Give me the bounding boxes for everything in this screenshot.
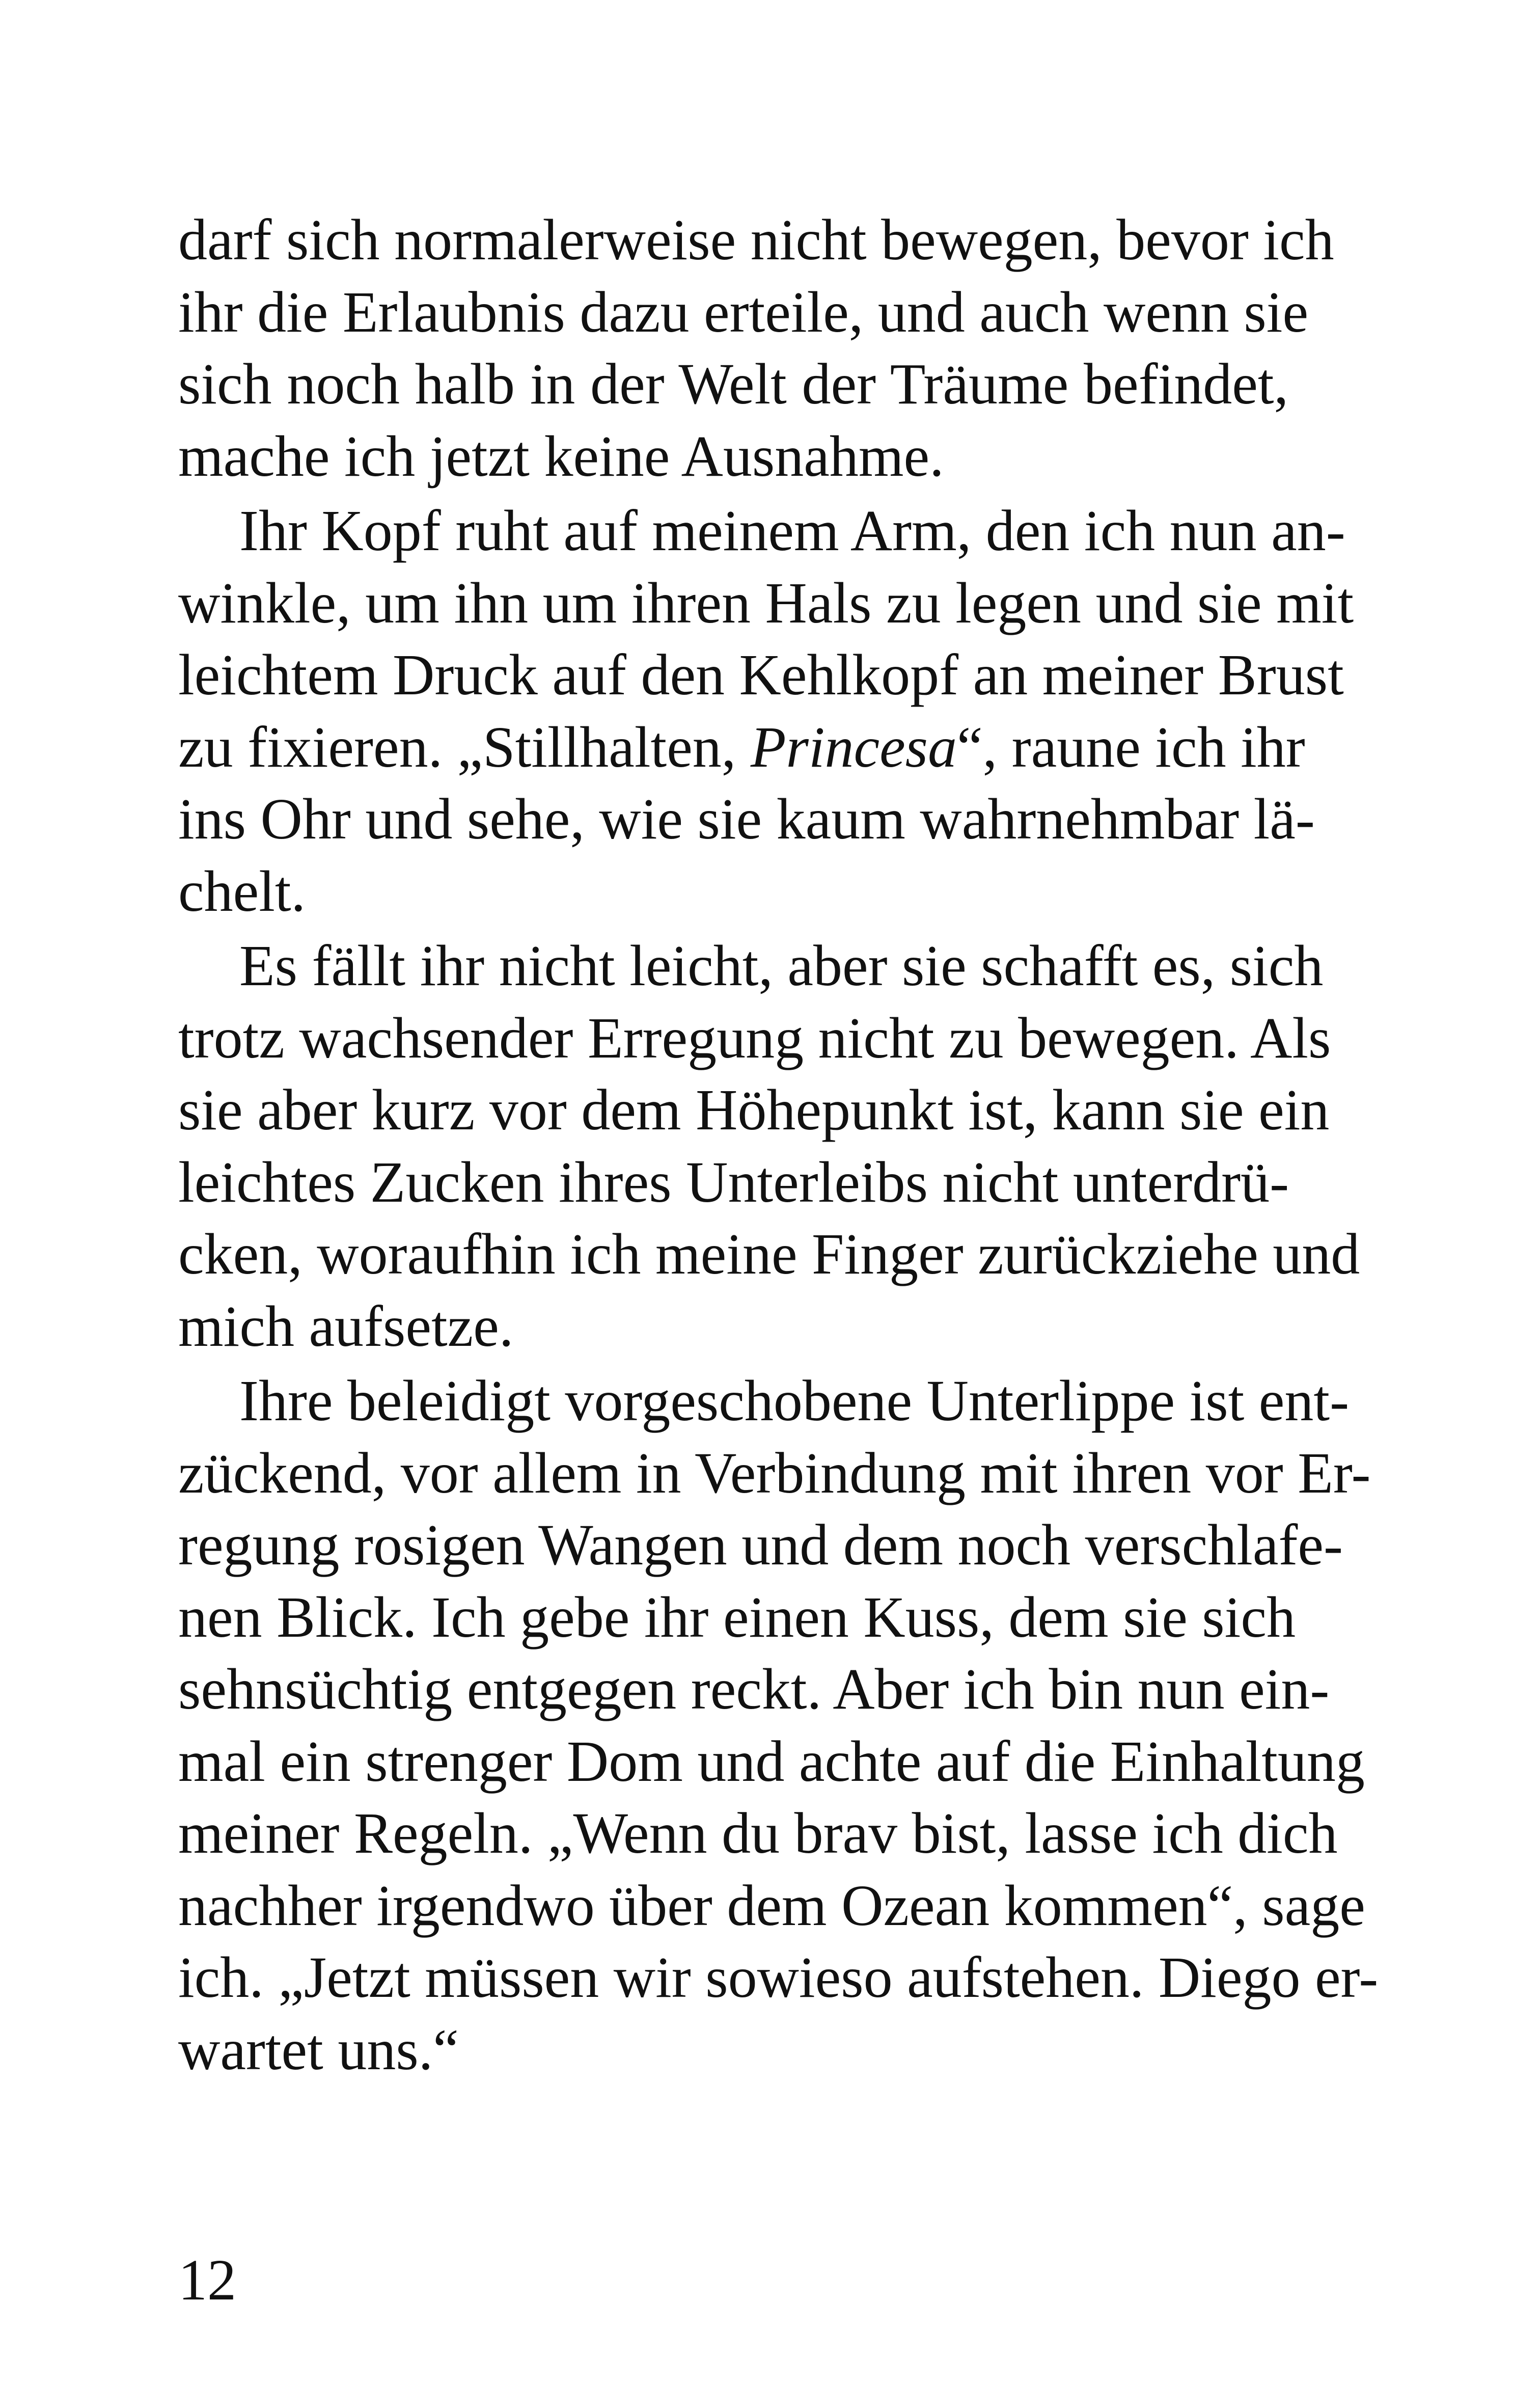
text-line: leichtem Druck auf den Kehlkopf an meiner Brust <box>178 642 1344 707</box>
text-line: Es fällt ihr nicht leicht, aber sie schafft es, sich <box>239 933 1324 998</box>
text-line: zu fixieren. „Stillhalten, Princesa“, raune ich ihr <box>178 714 1305 779</box>
text-line: sich noch halb in der Welt der Träume befindet, <box>178 351 1288 416</box>
text-line: mache ich jetzt keine Ausnahme. <box>178 423 944 489</box>
emphasized-word: Princesa <box>750 714 957 779</box>
text-line: nen Blick. Ich gebe ihr einen Kuss, dem sie sich <box>178 1584 1296 1649</box>
text-line: meiner Regeln. „Wenn du brav bist, lasse ich dich <box>178 1801 1338 1865</box>
text-line: leichtes Zucken ihres Unterleibs nicht unterdrü- <box>178 1149 1289 1214</box>
text-line: ihr die Erlaubnis dazu erteile, und auch wenn sie <box>178 279 1309 344</box>
body-text <box>178 204 1379 2086</box>
page-number: 12 <box>178 2247 236 2312</box>
text-line: Ihre beleidigt vorgeschobene Unterlippe ist ent- <box>239 1368 1350 1433</box>
text-line: mal ein strenger Dom und achte auf die Einhaltung <box>178 1728 1365 1794</box>
text-line: regung rosigen Wangen und dem noch verschlafe- <box>178 1512 1343 1577</box>
text-line: chelt. <box>178 858 306 924</box>
text-line: wartet uns.“ <box>178 2017 459 2082</box>
text-line: nachher irgendwo über dem Ozean kommen“, sage <box>178 1873 1365 1938</box>
text-line: mich aufsetze. <box>178 1293 514 1359</box>
text-line: Ihr Kopf ruht auf meinem Arm, den ich nun an- <box>239 498 1345 563</box>
text-line: winkle, um ihn um ihren Hals zu legen und sie mit <box>178 570 1354 635</box>
text-line: zückend, vor allem in Verbindung mit ihren vor Er- <box>178 1440 1371 1505</box>
text-line: trotz wachsender Erregung nicht zu bewegen. Als <box>178 1005 1331 1070</box>
text-line: cken, woraufhin ich meine Finger zurückziehe und <box>178 1222 1360 1286</box>
text-line: sehnsüchtig entgegen reckt. Aber ich bin nun ein- <box>178 1657 1330 1721</box>
text-line: ich. „Jetzt müssen wir sowieso aufstehen. Diego er- <box>178 1945 1379 2010</box>
text-line: sie aber kurz vor dem Höhepunkt ist, kann sie ein <box>178 1077 1330 1142</box>
text-line: ins Ohr und sehe, wie sie kaum wahrnehmbar lä- <box>178 787 1315 851</box>
text-line: darf sich normalerweise nicht bewegen, bevor ich <box>178 207 1334 272</box>
